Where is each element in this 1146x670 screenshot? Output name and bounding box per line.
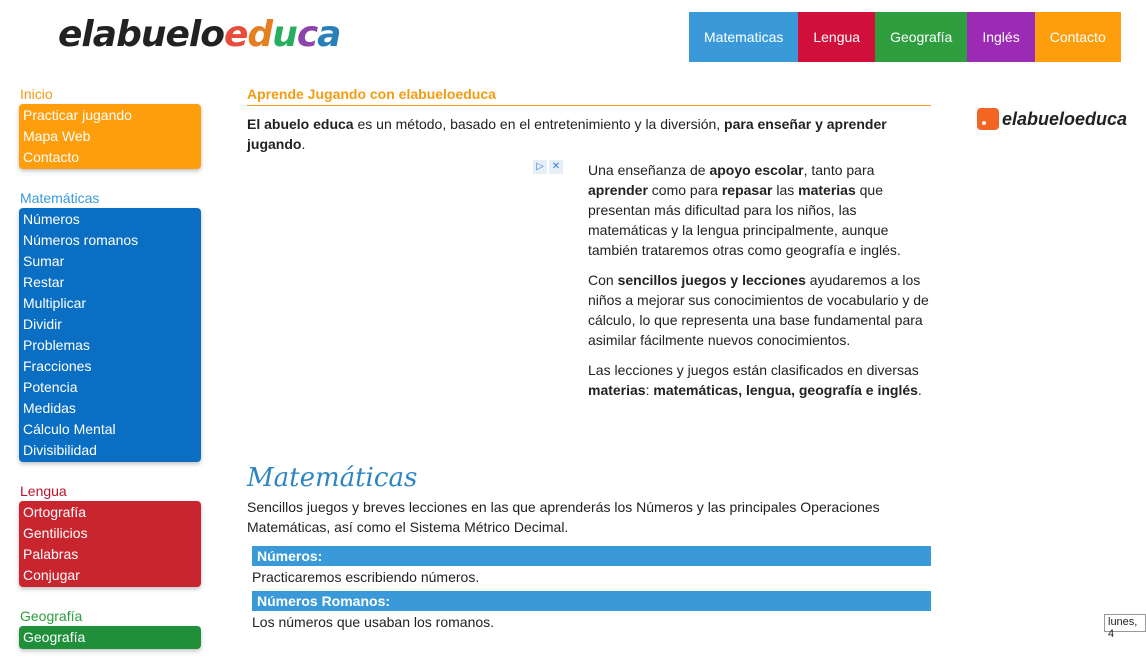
sidebar-section-box	[19, 104, 201, 169]
bold-text: repasar	[721, 182, 773, 198]
nav-matematicas[interactable]: Matematicas	[689, 12, 798, 62]
nav-geografía[interactable]: Geografía	[875, 12, 967, 62]
logo-letter: e	[58, 14, 82, 55]
sidebar-item[interactable]: Problemas	[23, 337, 90, 353]
text: como para	[647, 182, 722, 198]
nav-contacto[interactable]: Contacto	[1035, 12, 1121, 62]
topic-item	[252, 591, 931, 633]
bold-text: materias	[798, 182, 856, 198]
logo-letter: l	[188, 14, 201, 55]
sidebar-item[interactable]: Ortografía	[23, 504, 87, 520]
sidebar-item[interactable]: Multiplicar	[23, 295, 87, 311]
sidebar-item[interactable]: Potencia	[23, 379, 78, 395]
section-title-matematicas: Matemáticas	[247, 463, 418, 493]
logo-letter: e	[223, 14, 248, 55]
page-title: Aprende Jugando con elabueloeduca	[247, 84, 931, 106]
topic-description: Practicaremos escribiendo números.	[252, 569, 480, 585]
sidebar-item[interactable]: Mapa Web	[23, 128, 91, 144]
ad-slot[interactable]	[247, 160, 567, 410]
top-navigation	[689, 12, 1121, 62]
bold-text: matemáticas, lengua, geografía e inglés	[653, 382, 918, 398]
sidebar-item[interactable]: Practicar jugando	[23, 107, 132, 123]
paragraph-1	[588, 160, 931, 260]
logo-letter: l	[81, 14, 93, 55]
text: que presentan más dificultad para los niños, las matemáticas y la lengua principalmente, aunque también trataremos otras como geografía e inglés.	[588, 182, 901, 258]
sidebar-item[interactable]: Dividir	[23, 316, 62, 332]
nav-lengua[interactable]: Lengua	[798, 12, 875, 62]
text: .	[917, 382, 922, 398]
section-description: Sencillos juegos y breves lecciones en las que aprenderás los Números y las principales Operaciones Matemáticas, así como el Sistema Métrico Decimal.	[247, 499, 880, 535]
rss-feed-link[interactable]	[977, 108, 1127, 130]
rss-logo-text: elabueloeduca	[1002, 108, 1128, 129]
logo-letter: a	[92, 14, 117, 55]
logo-letter: e	[165, 14, 189, 55]
logo-letter: b	[116, 14, 141, 55]
logo-letter: a	[317, 14, 341, 55]
rss-icon	[977, 108, 999, 130]
bold-text: sencillos juegos y lecciones	[617, 272, 806, 288]
bold-text: materias	[588, 382, 646, 398]
logo-letter: u	[140, 14, 166, 55]
text: Una enseñanza de	[588, 162, 710, 178]
text: :	[645, 382, 654, 398]
paragraph-3	[588, 360, 931, 400]
sidebar-section-box	[19, 626, 201, 649]
sidebar-section-box	[19, 501, 201, 587]
sidebar-item[interactable]: Contacto	[23, 149, 80, 165]
sidebar-section-title[interactable]: Lengua	[20, 483, 67, 499]
text: Con	[588, 272, 618, 288]
topic-title[interactable]: Números:	[252, 546, 931, 566]
main-content	[247, 84, 931, 630]
sidebar-item[interactable]: Medidas	[23, 400, 76, 416]
intro-bold-2: para enseñar y aprender jugando	[247, 116, 887, 152]
ad-close-icon[interactable]: ✕	[549, 160, 563, 174]
logo-letter: c	[296, 14, 318, 55]
sidebar-item[interactable]: Divisibilidad	[23, 442, 97, 458]
logo-letter: o	[200, 14, 224, 55]
topic-description: Los números que usaban los romanos.	[252, 614, 495, 630]
sidebar-section-title[interactable]: Matemáticas	[20, 190, 100, 206]
date-tooltip: lunes, 4	[1104, 614, 1146, 632]
intro-text	[247, 114, 931, 154]
text: las	[772, 182, 799, 198]
ad-choices-icon[interactable]: ▷	[533, 160, 547, 174]
ad-controls	[533, 160, 563, 174]
topic-title[interactable]: Números Romanos:	[252, 591, 931, 611]
sidebar-section-title[interactable]: Geografía	[20, 608, 83, 624]
sidebar-item[interactable]: Restar	[23, 274, 65, 290]
description-column	[588, 160, 931, 410]
site-logo[interactable]	[58, 14, 340, 55]
logo-letter: d	[247, 14, 273, 55]
sidebar-item[interactable]: Gentilicios	[23, 525, 88, 541]
text: Las lecciones y juegos están clasificados en diversas	[588, 362, 919, 378]
sidebar-section-title[interactable]: Inicio	[20, 86, 53, 102]
text: , tanto para	[803, 162, 875, 178]
sidebar-item[interactable]: Sumar	[23, 253, 65, 269]
sidebar-item[interactable]: Números	[23, 211, 80, 227]
intro-bold-1: El abuelo educa	[247, 116, 354, 132]
sidebar-item[interactable]: Palabras	[23, 546, 79, 562]
nav-inglés[interactable]: Inglés	[967, 12, 1034, 62]
topic-item	[252, 546, 931, 588]
text: ayudaremos a los niños a mejorar sus conocimientos de vocabulario y de cálculo, lo que representa una base fundamental para asimilar fácilmente nuevos conocimientos.	[588, 272, 929, 348]
logo-letter: u	[272, 14, 297, 55]
sidebar-item[interactable]: Cálculo Mental	[23, 421, 116, 437]
sidebar-item[interactable]: Números romanos	[23, 232, 139, 248]
intro-text-2: .	[301, 136, 306, 152]
intro-text-1: es un método, basado en el entretenimiento y la diversión,	[353, 116, 725, 132]
sidebar-item[interactable]: Geografía	[23, 629, 86, 645]
bold-text: aprender	[588, 182, 648, 198]
sidebar	[19, 86, 201, 670]
bold-text: apoyo escolar	[709, 162, 804, 178]
sidebar-item[interactable]: Conjugar	[23, 567, 80, 583]
sidebar-section-box	[19, 208, 201, 462]
sidebar-item[interactable]: Fracciones	[23, 358, 92, 374]
paragraph-2	[588, 270, 931, 350]
